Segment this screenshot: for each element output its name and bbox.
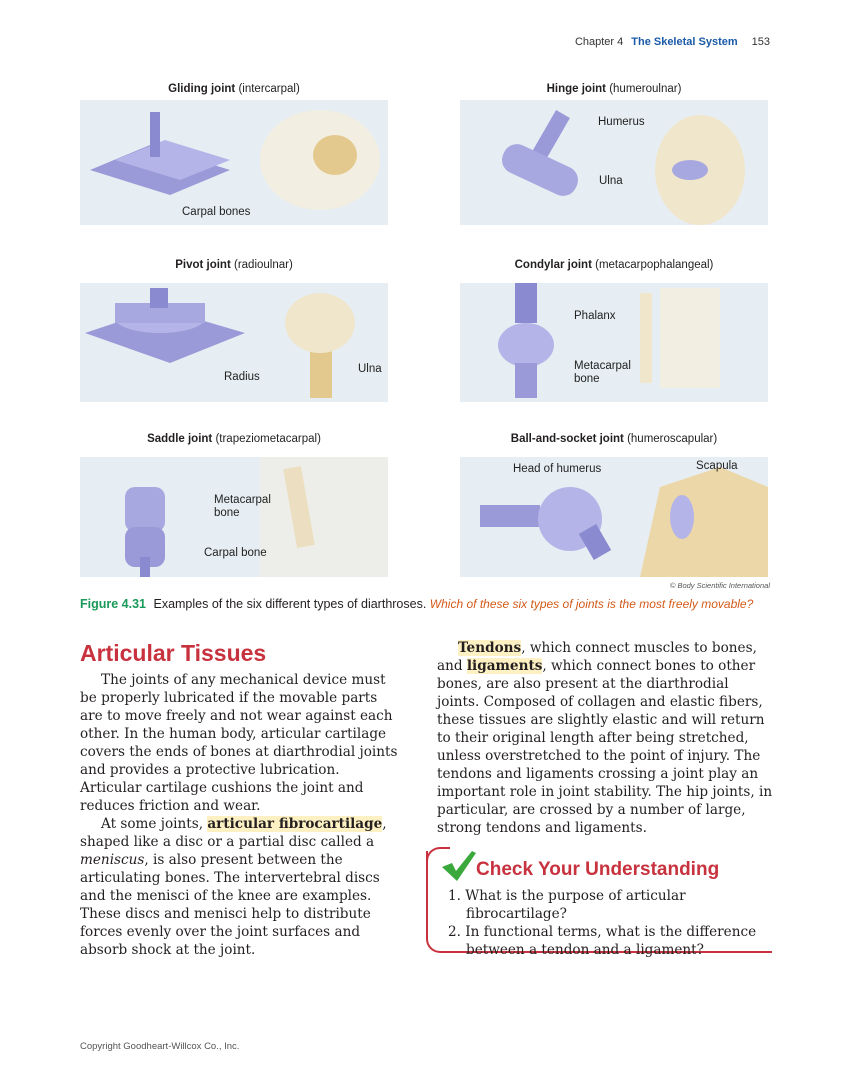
panel-title-condylar: Condylar joint (metacarpophalangeal) [514, 259, 714, 271]
panel-title-gliding: Gliding joint (intercarpal) [168, 83, 300, 95]
section-heading: Articular Tissues [80, 640, 267, 666]
key-term: Tendons [458, 640, 522, 656]
left-column [80, 671, 400, 959]
gliding-joint-illustration: Carpal bones [80, 100, 388, 225]
checkmark-icon [440, 851, 476, 883]
caption-text: Examples of the six different types of diarthroses. [153, 597, 427, 611]
paragraph: At some joints, articular fibrocartilage, shaped like a disc or a partial disc called a meniscus, is also present between the articulating bones. The intervertebral discs and the menisci of the knee are examples. These discs and menisci help to distribute forces evenly over the joint surfaces and absorb shock at the joint. [80, 816, 387, 958]
image-credit: © Body Scientific International [669, 581, 770, 590]
paragraph: The joints of any mechanical device must be properly lubricated if the movable parts are to move freely and not wear against each other. In the human body, articular cartilage covers the ends of bones at diarthrodial joints and provides a protective lubrication. Articular cartilage cushions the joint and reduces friction and wear. [80, 672, 398, 814]
question-list [448, 887, 772, 959]
check-title: Check Your Understanding [476, 859, 720, 880]
saddle-joint-illustration: Metacarpal bone Carpal bone [80, 457, 388, 577]
chapter-title: The Skeletal System [631, 36, 738, 48]
copyright-footer: Copyright Goodheart-Willcox Co., Inc. [80, 1041, 240, 1052]
panel-title-hinge: Hinge joint (humeroulnar) [546, 83, 682, 95]
check-your-understanding-box [426, 851, 772, 958]
right-column [437, 639, 773, 837]
running-header [575, 36, 770, 48]
question-item: 1. What is the purpose of articular fibrocartilage? [448, 888, 686, 922]
chapter-number: Chapter 4 [574, 36, 624, 48]
hinge-joint-illustration: Humerus Ulna [460, 100, 768, 225]
panel-title-saddle: Saddle joint (trapeziometacarpal) [147, 433, 321, 445]
caption-question: Which of these six types of joints is the most freely movable? [429, 597, 754, 611]
key-term: articular fibrocartilage [207, 816, 383, 832]
figure-number: Figure 4.31 [80, 597, 146, 611]
page-number: 153 [751, 36, 770, 48]
question-item: 2. In functional terms, what is the difference between a tendon and a ligament? [448, 924, 757, 958]
pivot-joint-illustration: Radius Ulna [80, 283, 388, 402]
panel-title-pivot: Pivot joint (radioulnar) [175, 259, 293, 271]
figure-caption [80, 597, 753, 611]
paragraph: Tendons, which connect muscles to bones, and ligaments, which connect bones to other bones, are also present at the diarthrodial joints. Composed of collagen and elastic fibers, these tissues are slightly elastic and will return to their original length after being stretched, unless overstretched to the point of injury. The tendons and ligaments crossing a joint play an important role in joint stability. The hip joints, in particular, are crossed by a number of large, strong tendons and ligaments. [437, 640, 773, 836]
panel-title-ball-socket: Ball-and-socket joint (humeroscapular) [510, 433, 718, 445]
key-term: ligaments [466, 658, 543, 674]
ball-and-socket-joint-illustration: Head of humerus Scapula [460, 457, 768, 577]
condylar-joint-illustration: Phalanx Metacarpal bone [460, 283, 768, 402]
